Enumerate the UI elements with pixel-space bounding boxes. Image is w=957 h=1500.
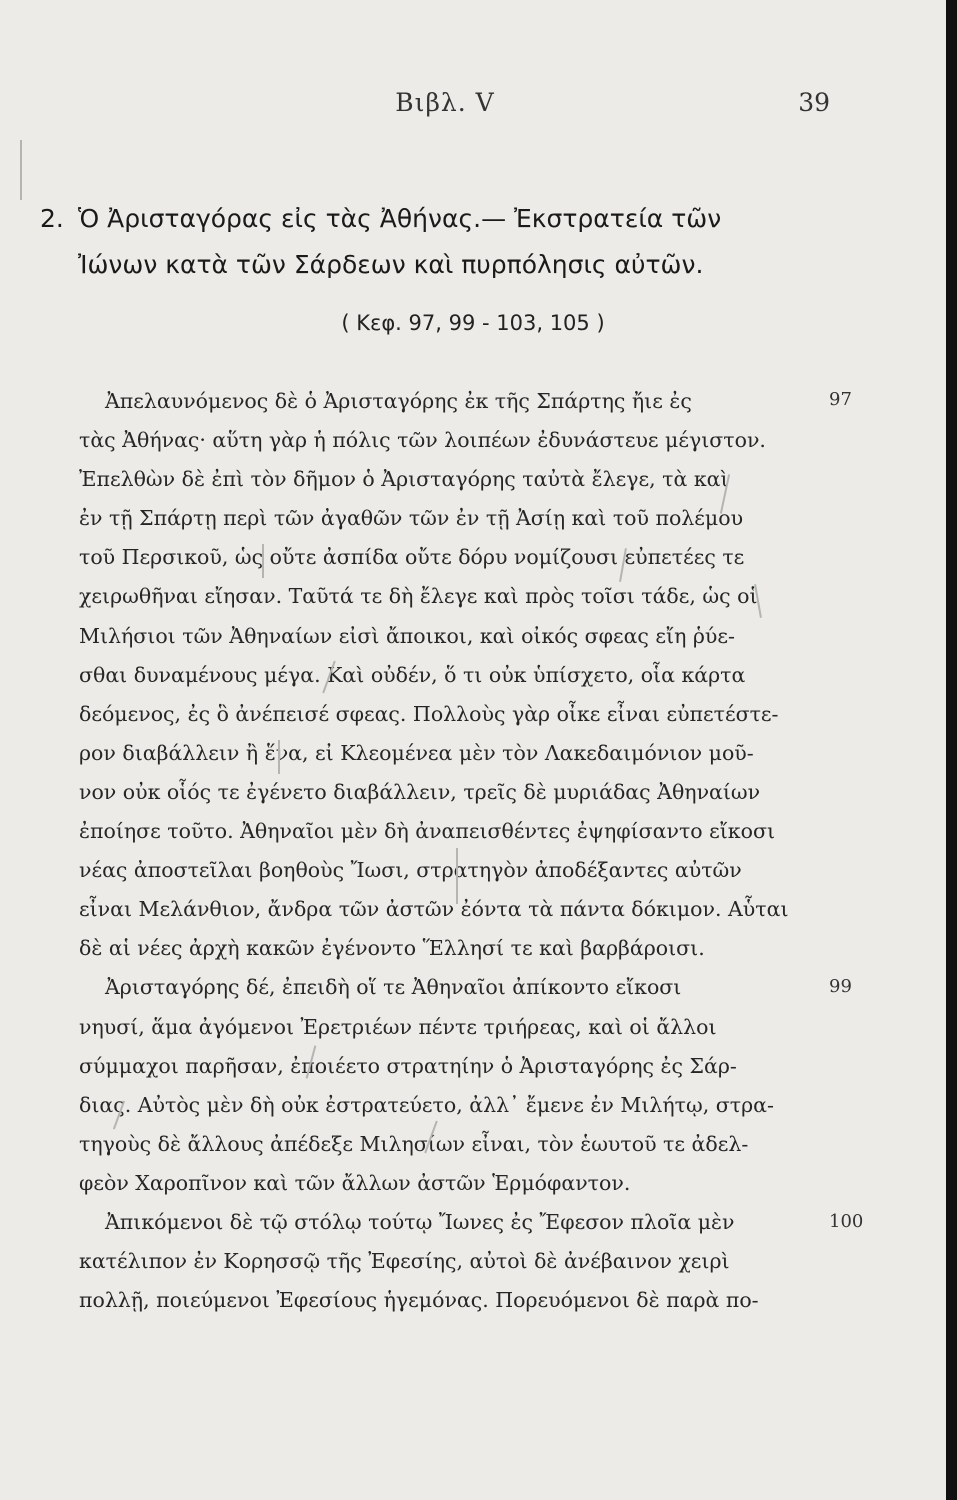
text-line: τοῦ Περσικοῦ, ὡς οὔτε ἀσπίδα οὔτε δόρυ νομίζουσι εὐπετέες τε	[79, 545, 745, 570]
margin-chapter-number: 97	[829, 389, 852, 410]
text-line: εἶναι Μελάνθιον, ἄνδρα τῶν ἀστῶν ἐόντα τὰ πάντα δόκιμον. Αὗται	[79, 897, 789, 922]
margin-chapter-number: 99	[829, 976, 852, 997]
text-line: νέας ἀποστεῖλαι βοηθοὺς Ἴωσι, στρατηγὸν ἀποδέξαντες αὐτῶν	[79, 858, 742, 883]
margin-chapter-number: 100	[829, 1211, 864, 1232]
body-text	[79, 382, 823, 1320]
text-line: ἐποίησε τοῦτο. Ἀθηναῖοι μὲν δὴ ἀναπεισθέντες ἐψηφίσαντο εἴκοσι	[79, 819, 775, 844]
section-title-line-1: Ὁ Ἀρισταγόρας εἰς τὰς Ἀθήνας.— Ἐκστρατεία τῶν	[78, 204, 722, 233]
page-number: 39	[798, 88, 830, 117]
chapter-reference: ( Κεφ. 97, 99 - 103, 105 )	[341, 311, 605, 335]
book-spine-shadow	[946, 0, 957, 1500]
text-line: Ἀπελαυνόμενος δὲ ὁ Ἀρισταγόρης ἐκ τῆς Σπάρτης ἤιε ἐς	[105, 389, 692, 413]
pencil-mark	[456, 848, 458, 904]
section-number: 2.	[40, 204, 64, 233]
text-line: νον οὐκ οἷός τε ἐγένετο διαβάλλειν, τρεῖς δὲ μυριάδας Ἀθηναίων	[79, 779, 761, 804]
text-line: ρον διαβάλλειν ἢ ἕνα, εἰ Κλεομένεα μὲν τὸν Λακεδαιμόνιον μοῦ-	[79, 740, 754, 765]
text-line: σθαι δυναμένους μέγα. Καὶ οὐδέν, ὅ τι οὐκ ὑπίσχετο, οἷα κάρτα	[79, 662, 746, 687]
text-line: Ἀρισταγόρης δέ, ἐπειδὴ οἵ τε Ἀθηναῖοι ἀπίκοντο εἴκοσι	[105, 975, 682, 1000]
text-line: νηυσί, ἅμα ἀγόμενοι Ἐρετριέων πέντε τριήρεας, καὶ οἱ ἄλλοι	[79, 1014, 717, 1039]
section-title-line-2: Ἰώνων κατὰ τῶν Σάρδεων καὶ πυρπόλησις αὐτῶν.	[78, 250, 704, 279]
text-line: Μιλήσιοι τῶν Ἀθηναίων εἰσὶ ἄποικοι, καὶ οἰκός σφεας εἴη ῥύε-	[79, 623, 735, 648]
pencil-mark	[262, 544, 264, 578]
text-line: τηγοὺς δὲ ἄλλους ἀπέδεξε Μιλησίων εἶναι, τὸν ἑωυτοῦ τε ἀδελ-	[79, 1131, 749, 1156]
text-line: διας. Αὐτὸς μὲν δὴ οὐκ ἐστρατεύετο, ἀλλ᾽ ἔμενε ἐν Μιλήτῳ, στρα-	[79, 1092, 774, 1117]
text-line: χειρωθῆναι εἴησαν. Ταῦτά τε δὴ ἔλεγε καὶ πρὸς τοῖσι τάδε, ὡς οἱ	[79, 584, 758, 609]
text-line: πολλῇ, ποιεύμενοι Ἐφεσίους ἡγεμόνας. Πορευόμενοι δὲ παρὰ πο-	[79, 1288, 759, 1313]
text-line: σύμμαχοι παρῆσαν, ἐποιέετο στρατηίην ὁ Ἀρισταγόρης ἐς Σάρ-	[79, 1053, 737, 1078]
pencil-mark	[20, 140, 22, 200]
text-line: κατέλιπον ἐν Κορησσῷ τῆς Ἐφεσίης, αὐτοὶ δὲ ἀνέβαινον χειρὶ	[79, 1249, 730, 1274]
text-line: Ἀπικόμενοι δὲ τῷ στόλῳ τούτῳ Ἴωνες ἐς Ἔφεσον πλοῖα μὲν	[105, 1209, 735, 1234]
text-line: δὲ αἱ νέες ἀρχὴ κακῶν ἐγένοντο Ἕλλησί τε καὶ βαρβάροισι.	[79, 936, 705, 961]
text-line: δεόμενος, ἐς ὃ ἀνέπεισέ σφεας. Πολλοὺς γὰρ οἶκε εἶναι εὐπετέστε-	[79, 701, 779, 726]
text-line: ἐν τῇ Σπάρτῃ περὶ τῶν ἀγαθῶν τῶν ἐν τῇ Ἀσίῃ καὶ τοῦ πολέμου	[79, 506, 744, 531]
running-header: Βιβλ. V	[395, 88, 495, 117]
section-heading	[40, 196, 830, 288]
pencil-mark	[278, 740, 280, 774]
text-line: φεὸν Χαροπῖνον καὶ τῶν ἄλλων ἀστῶν Ἑρμόφαντον.	[79, 1170, 631, 1195]
text-line: τὰς Ἀθήνας· αὕτη γὰρ ἡ πόλις τῶν λοιπέων ἐδυνάστευε μέγιστον.	[79, 428, 766, 453]
text-line: Ἐπελθὼν δὲ ἐπὶ τὸν δῆμον ὁ Ἀρισταγόρης ταὐτὰ ἔλεγε, τὰ καὶ	[79, 467, 729, 492]
